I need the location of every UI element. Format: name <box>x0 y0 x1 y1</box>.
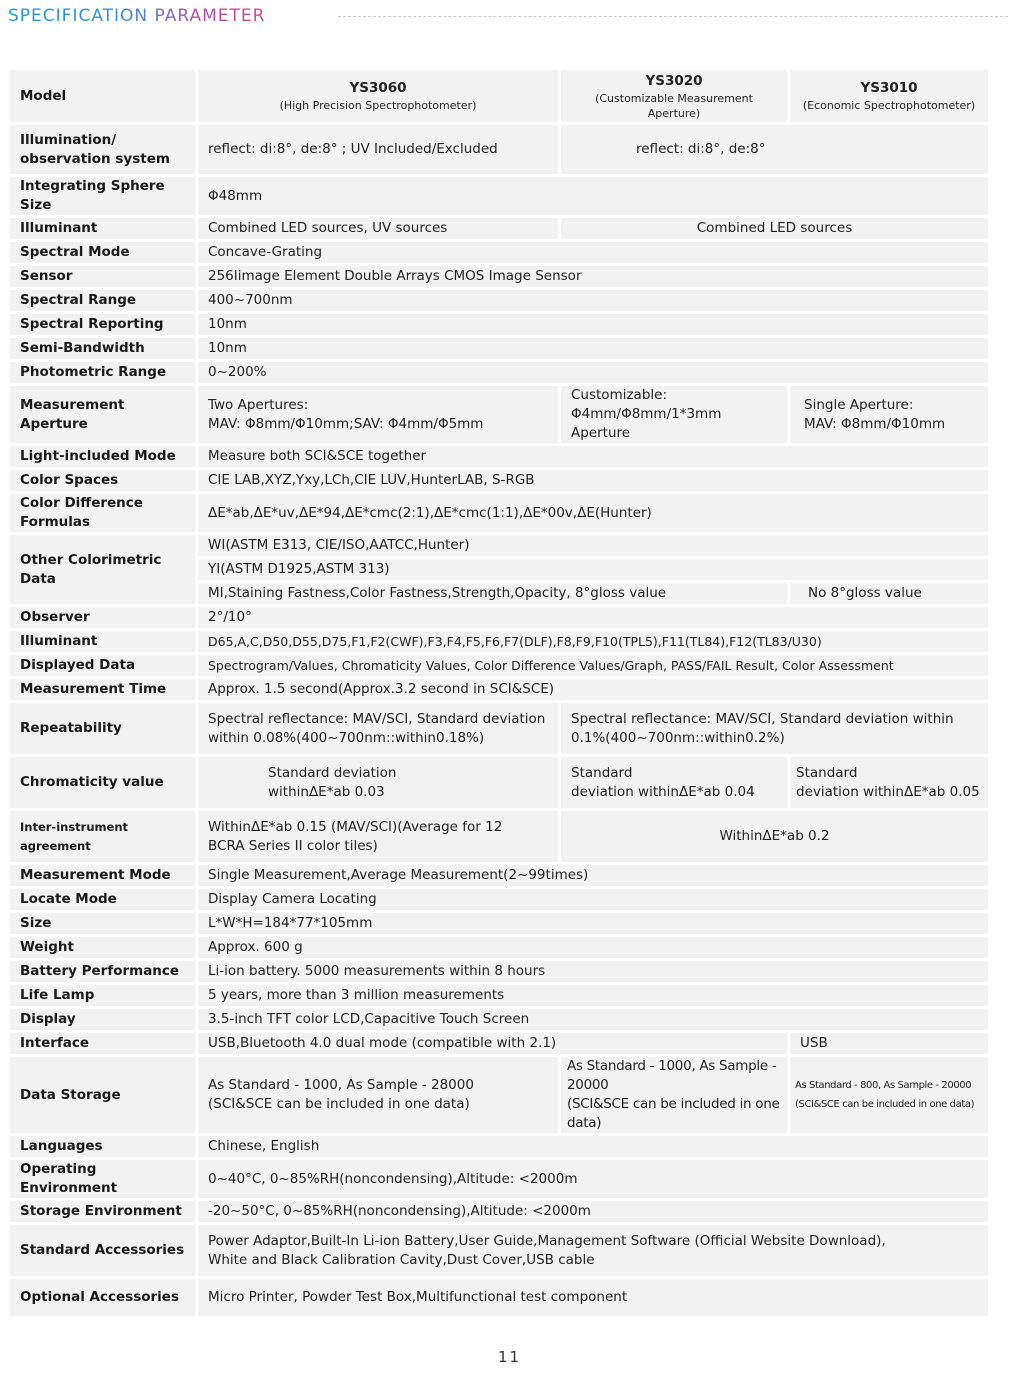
table-row <box>9 1224 990 1278</box>
cell-value <box>197 385 560 445</box>
row-label: Photometric Range <box>9 361 197 385</box>
cell-value: 0~200% <box>197 361 990 385</box>
cell-line: within 0.08%(400~700nm::within0.18%) <box>208 729 485 746</box>
cell-line: BCRA Series II color tiles) <box>208 837 378 854</box>
table-row <box>9 1200 990 1224</box>
table-row <box>9 241 990 265</box>
row-label: Storage Environment <box>9 1200 197 1224</box>
row-label: Display <box>9 1008 197 1032</box>
row-label: Spectral Range <box>9 289 197 313</box>
cell-value: YI(ASTM D1925,ASTM 313) <box>197 558 990 582</box>
cell-line: 0.1%(400~700nm::within0.2%) <box>571 729 785 746</box>
cell-line: Standard deviation <box>268 764 397 781</box>
cell-value: 3.5-inch TFT color LCD,Capacitive Touch Screen <box>197 1008 990 1032</box>
row-label: Standard Accessories <box>9 1224 197 1278</box>
model-subtitle: (Economic Spectrophotometer) <box>802 99 976 112</box>
table-row <box>9 912 990 936</box>
cell-value: Li-ion battery. 5000 measurements within 8 hours <box>197 960 990 984</box>
cell-value: 400~700nm <box>197 289 990 313</box>
cell-line: White and Black Calibration Cavity,Dust Cover,USB cable <box>208 1251 595 1268</box>
cell-line: Φ4mm/Φ8mm/1*3mm Aperture <box>571 406 722 441</box>
row-label: Sensor <box>9 265 197 289</box>
header-divider <box>338 16 1008 17</box>
row-label: Color Spaces <box>9 469 197 493</box>
row-label: Measurement Mode <box>9 864 197 888</box>
row-label: Data Storage <box>9 1056 197 1135</box>
row-label: Illuminant <box>9 630 197 654</box>
table-row <box>9 493 990 534</box>
row-label: Battery Performance <box>9 960 197 984</box>
table-row <box>9 630 990 654</box>
cell-value <box>197 1224 990 1278</box>
cell-value: WI(ASTM E313, CIE/ISO,AATCC,Hunter) <box>197 534 990 558</box>
table-row <box>9 756 990 810</box>
row-label: Integrating Sphere Size <box>9 176 197 217</box>
cell-line: (SCI&SCE can be included in one data) <box>208 1096 470 1112</box>
row-label: Chromaticity value <box>9 756 197 810</box>
cell-value: reflect: di:8°, de:8° ; UV Included/Excluded <box>197 124 560 176</box>
cell-text: reflect: di:8°, de:8° <box>636 141 766 157</box>
cell-value <box>789 756 990 810</box>
cell-line: Customizable: <box>571 387 668 403</box>
cell-line: Two Apertures: <box>208 396 309 413</box>
table-row <box>9 1135 990 1159</box>
cell-value: Combined LED sources, UV sources <box>197 217 560 241</box>
row-label: Languages <box>9 1135 197 1159</box>
cell-value <box>560 385 789 445</box>
cell-value: USB <box>789 1032 990 1056</box>
cell-value: Approx. 1.5 second(Approx.3.2 second in SCI&SCE) <box>197 678 990 702</box>
specification-table <box>7 67 991 1319</box>
table-row <box>9 678 990 702</box>
cell-value: Chinese, English <box>197 1135 990 1159</box>
table-row <box>9 936 990 960</box>
table-row <box>9 1008 990 1032</box>
page-header <box>8 6 1008 30</box>
row-label: Inter-instrument agreement <box>9 810 197 864</box>
table-row <box>9 217 990 241</box>
cell-line: As Standard - 1000, As Sample - 28000 <box>208 1077 474 1093</box>
table-row <box>9 1159 990 1200</box>
page-number: 11 <box>497 1348 522 1366</box>
cell-line: Standard <box>796 764 858 781</box>
cell-value <box>197 810 560 864</box>
row-label: Measurement Aperture <box>9 385 197 445</box>
model-name: YS3010 <box>860 80 918 96</box>
model-ys3010 <box>789 69 990 124</box>
table-row <box>9 534 990 558</box>
cell-value: ΔE*ab,ΔE*uv,ΔE*94,ΔE*cmc(2:1),ΔE*cmc(1:1),ΔE*00v,ΔE(Hunter) <box>197 493 990 534</box>
row-label: Spectral Mode <box>9 241 197 265</box>
model-ys3020 <box>560 69 789 124</box>
cell-value: Measure both SCI&SCE together <box>197 445 990 469</box>
row-label: Color Difference Formulas <box>9 493 197 534</box>
table-row <box>9 960 990 984</box>
model-subtitle: (Customizable Measurement Aperture) <box>595 91 753 120</box>
cell-value: Spectrogram/Values, Chromaticity Values, Color Difference Values/Graph, PASS/FAIL Result, Color Assessment <box>197 654 990 678</box>
table-row <box>9 69 990 124</box>
row-label: Operating Environment <box>9 1159 197 1200</box>
cell-value <box>789 385 990 445</box>
cell-value <box>197 756 560 810</box>
cell-line: Spectral reflectance: MAV/SCI, Standard deviation within <box>571 710 954 727</box>
model-name: YS3020 <box>645 72 703 89</box>
cell-value: Display Camera Locating <box>197 888 990 912</box>
table-row <box>9 702 990 756</box>
model-subtitle: (High Precision Spectrophotometer) <box>279 99 477 112</box>
cell-value: Concave-Grating <box>197 241 990 265</box>
row-label: Semi-Bandwidth <box>9 337 197 361</box>
cell-value: D65,A,C,D50,D55,D75,F1,F2(CWF),F3,F4,F5,F6,F7(DLF),F8,F9,F10(TPL5),F11(TL84),F12(TL83/U30) <box>197 630 990 654</box>
cell-value: -20~50°C, 0~85%RH(noncondensing),Altitude: <2000m <box>197 1200 990 1224</box>
table-row <box>9 385 990 445</box>
row-label: Displayed Data <box>9 654 197 678</box>
row-label: Spectral Reporting <box>9 313 197 337</box>
row-label: Life Lamp <box>9 984 197 1008</box>
cell-line: MAV: Φ8mm/Φ10mm;SAV: Φ4mm/Φ5mm <box>208 415 484 432</box>
cell-value: WithinΔE*ab 0.2 <box>560 810 990 864</box>
row-label: Repeatability <box>9 702 197 756</box>
cell-value: 256Iimage Element Double Arrays CMOS Image Sensor <box>197 265 990 289</box>
table-row <box>9 265 990 289</box>
cell-value: 10nm <box>197 337 990 361</box>
cell-value: Approx. 600 g <box>197 936 990 960</box>
table-row <box>9 984 990 1008</box>
row-label: Observer <box>9 606 197 630</box>
table-row <box>9 289 990 313</box>
cell-value: 2°/10° <box>197 606 990 630</box>
table-row <box>9 1056 990 1135</box>
table-row <box>9 313 990 337</box>
section-title: SPECIFICATION PARAMETER <box>8 6 266 26</box>
cell-line: As Standard - 1000, As Sample - 20000 <box>567 1058 777 1093</box>
cell-line: Spectral reflectance: MAV/SCI, Standard deviation <box>208 710 546 727</box>
table-row <box>9 864 990 888</box>
cell-value <box>789 1056 990 1135</box>
cell-value <box>560 1056 789 1135</box>
table-row <box>9 1278 990 1318</box>
table-row <box>9 888 990 912</box>
cell-line: deviation withinΔE*ab 0.05 <box>796 783 980 800</box>
table-row <box>9 176 990 217</box>
row-label: Interface <box>9 1032 197 1056</box>
row-label: Illumination/ observation system <box>9 124 197 176</box>
cell-line: withinΔE*ab 0.03 <box>268 783 385 800</box>
cell-value: 5 years, more than 3 million measurements <box>197 984 990 1008</box>
cell-value: 0~40°C, 0~85%RH(noncondensing),Altitude: <2000m <box>197 1159 990 1200</box>
table-row <box>9 124 990 176</box>
table-row <box>9 337 990 361</box>
cell-value: Φ48mm <box>197 176 990 217</box>
cell-value: MI,Staining Fastness,Color Fastness,Strength,Opacity, 8°gloss value <box>197 582 789 606</box>
table-row <box>9 469 990 493</box>
table-row <box>9 654 990 678</box>
table-row <box>9 606 990 630</box>
cell-value <box>197 1056 560 1135</box>
table-row <box>9 1032 990 1056</box>
cell-value: No 8°gloss value <box>789 582 990 606</box>
cell-value: L*W*H=184*77*105mm <box>197 912 990 936</box>
cell-value <box>560 756 789 810</box>
cell-line: As Standard - 800, As Sample - 20000 <box>795 1080 972 1091</box>
cell-value: CIE LAB,XYZ,Yxy,LCh,CIE LUV,HunterLAB, S-RGB <box>197 469 990 493</box>
table-row <box>9 361 990 385</box>
row-label: Size <box>9 912 197 936</box>
cell-value: 10nm <box>197 313 990 337</box>
row-label: Other Colorimetric Data <box>9 534 197 606</box>
cell-value: Micro Printer, Powder Test Box,Multifunctional test component <box>197 1278 990 1318</box>
cell-line: WithinΔE*ab 0.15 (MAV/SCI)(Average for 12 <box>208 818 503 835</box>
cell-value: Single Measurement,Average Measurement(2~99times) <box>197 864 990 888</box>
cell-value <box>197 702 560 756</box>
table-row <box>9 445 990 469</box>
row-label: Measurement Time <box>9 678 197 702</box>
row-label: Model <box>9 69 197 124</box>
cell-line: MAV: Φ8mm/Φ10mm <box>804 415 946 432</box>
row-label: Optional Accessories <box>9 1278 197 1318</box>
cell-line: Single Aperture: <box>804 396 914 413</box>
cell-line: (SCI&SCE can be included in one data) <box>567 1096 780 1131</box>
cell-line: deviation withinΔE*ab 0.04 <box>571 783 755 800</box>
cell-line: Standard <box>571 764 633 781</box>
model-name: YS3060 <box>349 80 407 96</box>
table-row <box>9 810 990 864</box>
cell-line: (SCI&SCE can be included in one data) <box>795 1099 975 1110</box>
row-label: Light-included Mode <box>9 445 197 469</box>
row-label: Locate Mode <box>9 888 197 912</box>
cell-value <box>560 124 990 176</box>
row-label: Illuminant <box>9 217 197 241</box>
cell-value <box>560 702 990 756</box>
cell-line: Power Adaptor,Built-In Li-ion Battery,User Guide,Management Software (Official Website Download), <box>208 1232 886 1249</box>
row-label: Weight <box>9 936 197 960</box>
cell-value: Combined LED sources <box>560 217 990 241</box>
cell-value: USB,Bluetooth 4.0 dual mode (compatible with 2.1) <box>197 1032 789 1056</box>
model-ys3060 <box>197 69 560 124</box>
